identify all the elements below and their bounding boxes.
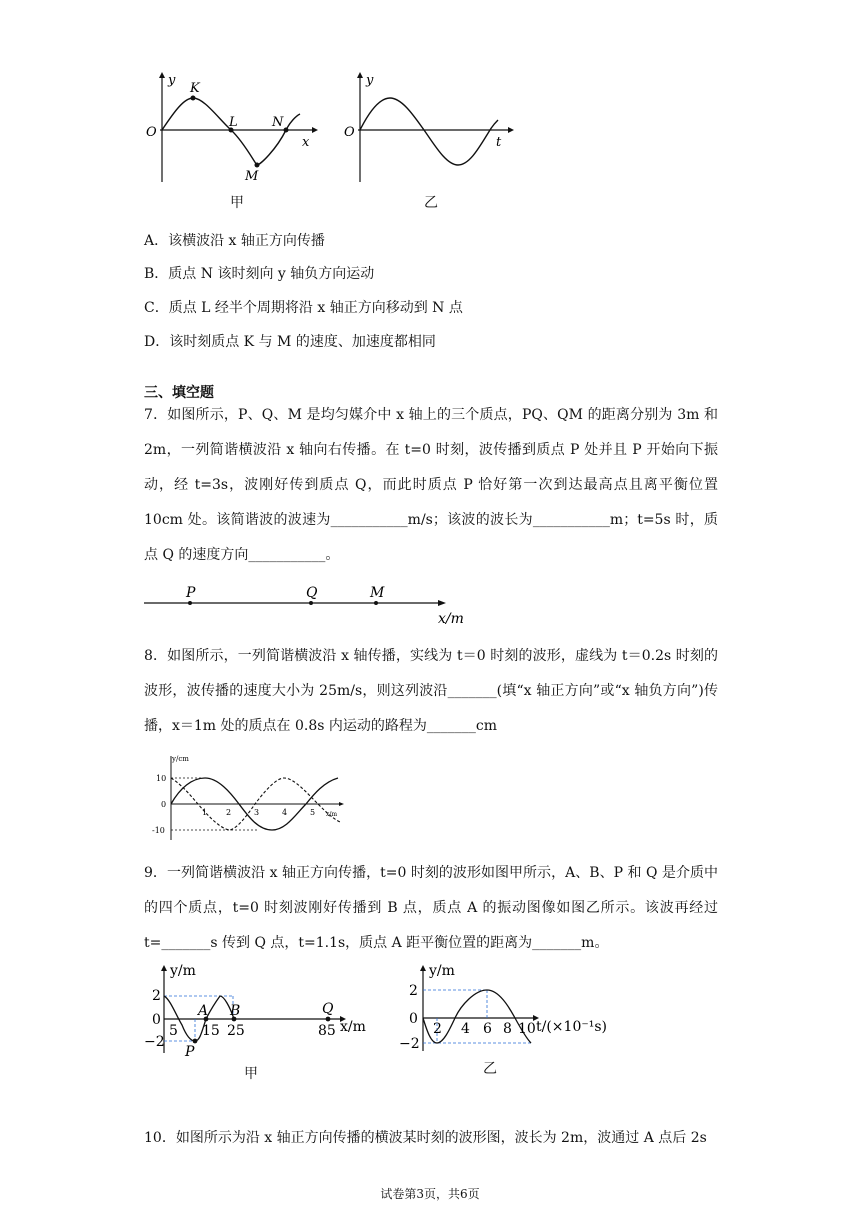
q8-xtick-4: 4	[282, 808, 288, 817]
q9-left-ytick-neg2: −2	[144, 1034, 165, 1050]
q8-ytick-10: 10	[156, 774, 167, 783]
point-N	[284, 128, 289, 133]
axis-y-label: y	[168, 73, 176, 88]
question-8-text: 8．如图所示，一列简谐横波沿 x 轴传播，实线为 t＝0 时刻的波形，虚线为 t＝0.2s 时刻的波形，波传播的速度大小为 25m/s，则这列波沿_______(填“x 轴正方向”或“x 轴负方向”)传播，x＝1m 处的质点在 0.8s 内运动的路程为_______cm	[144, 648, 718, 734]
q9-right-xtick-8: 8	[503, 1021, 512, 1037]
q9-right-xtick-6: 6	[483, 1021, 492, 1037]
question-9-text: 9．一列简谐横波沿 x 轴正方向传播，t=0 时刻的波形如图甲所示，A、B、P 和 Q 是介质中的四个质点，t=0 时刻波刚好传播到 B 点，质点 A 的振动图像如图乙所示。该波再经过 t=_______s 传到 Q 点，t=1.1s，质点 A 距平衡位置的距离为_______m。	[144, 865, 718, 951]
fig6-left-graph	[140, 70, 320, 185]
option-c: C．质点 L 经半个周期将沿 x 轴正方向移动到 N 点	[144, 300, 463, 316]
axis-t-label: t	[496, 135, 502, 150]
origin-label: O	[146, 125, 157, 140]
q7-axis-label: x/m	[438, 611, 464, 627]
q8-xtick-2: 2	[226, 808, 232, 817]
q9-point-P	[193, 1039, 198, 1044]
q9-label-P: P	[185, 1044, 195, 1058]
q7-point-P	[188, 601, 192, 605]
q9-right-y-label: y/m	[429, 963, 455, 979]
fig6-right-graph	[340, 70, 520, 185]
point-M	[255, 163, 260, 168]
q7-label-M: M	[370, 585, 385, 601]
q9-left-caption: 甲	[244, 1066, 258, 1082]
q8-xtick-5: 5	[310, 808, 316, 817]
q9-right-ytick-2: 2	[409, 983, 418, 999]
q9-right-x-label: t/(×10⁻¹s)	[536, 1019, 607, 1035]
question-10-text: 10．如图所示为沿 x 轴正方向传播的横波某时刻的波形图，波长为 2m，波通过 A 点后 2s	[144, 1130, 707, 1146]
label-K: K	[190, 81, 200, 96]
q9-left-ytick-0: 0	[152, 1012, 161, 1028]
label-M: M	[245, 169, 259, 184]
label-N: N	[272, 115, 284, 130]
label-L: L	[229, 115, 238, 130]
q8-xtick-1: 1	[202, 808, 208, 817]
q9-right-xtick-4: 4	[461, 1021, 470, 1037]
option-a: A．该横波沿 x 轴正方向传播	[144, 233, 325, 249]
q7-label-Q: Q	[306, 585, 318, 601]
q9-label-B: B	[230, 1003, 241, 1019]
option-b: B．质点 N 该时刻向 y 轴负方向运动	[144, 266, 375, 282]
q8-y-label: y/cm	[172, 755, 189, 763]
q9-right-xtick-10: 10	[518, 1021, 536, 1037]
axis-y-label: y	[366, 73, 374, 88]
point-K	[191, 96, 196, 101]
q9-left-xtick-25: 25	[227, 1023, 245, 1039]
q8-ytick-neg10: -10	[152, 826, 165, 835]
origin-label: O	[344, 125, 355, 140]
q9-right-xtick-2: 2	[433, 1021, 442, 1037]
q9-right-graph	[395, 963, 615, 1058]
q9-label-A: A	[198, 1003, 209, 1019]
q7-point-M	[374, 601, 378, 605]
q9-left-y-label: y/m	[170, 963, 196, 979]
q9-left-xtick-85: 85	[318, 1023, 336, 1039]
q9-left-x-label: x/m	[340, 1019, 366, 1035]
q9-point-Q	[326, 1017, 331, 1022]
q8-wave-graph	[150, 752, 350, 842]
q7-point-Q	[309, 601, 313, 605]
q9-right-caption: 乙	[483, 1061, 497, 1077]
q8-xtick-3: 3	[254, 808, 260, 817]
q9-left-xtick-15: 15	[202, 1023, 220, 1039]
q9-left-graph	[140, 963, 380, 1058]
section-fill-in-header: 三、填空题	[144, 385, 214, 401]
q9-right-ytick-0: 0	[409, 1011, 418, 1027]
q8-ytick-0: 0	[161, 800, 167, 809]
fig6-right-wave	[360, 98, 498, 165]
q7-label-P: P	[186, 585, 196, 601]
fig6-right-caption: 乙	[424, 195, 438, 211]
q9-label-Q: Q	[322, 1001, 334, 1017]
q8-x-label: x/m	[326, 811, 338, 818]
question-7-text: 7．如图所示，P、Q、M 是均匀媒介中 x 轴上的三个质点，PQ、QM 的距离分别为 3m 和 2m，一列简谐横波沿 x 轴向右传播。在 t=0 时刻，波传播到质点 P 处并且 P 开始向下振动，经 t=3s，波刚好传到质点 Q，而此时质点 P 恰好第一次到达最高点且离平衡位置 10cm 处。该简谐波的波速为___________m/s；该波的波长为___________m；t=5s 时，质点 Q 的速度方向___________。	[144, 407, 718, 563]
q9-right-ytick-neg2: −2	[399, 1036, 420, 1052]
q9-left-ytick-2: 2	[152, 988, 161, 1004]
option-d: D．该时刻质点 K 与 M 的速度、加速度都相同	[144, 334, 436, 350]
q7-axis-figure	[144, 585, 474, 630]
axis-x-label: x	[302, 135, 310, 150]
q9-left-xtick-5: 5	[169, 1023, 178, 1039]
fig6-left-caption: 甲	[230, 195, 244, 211]
page-footer: 试卷第3页，共6页	[380, 1187, 480, 1201]
